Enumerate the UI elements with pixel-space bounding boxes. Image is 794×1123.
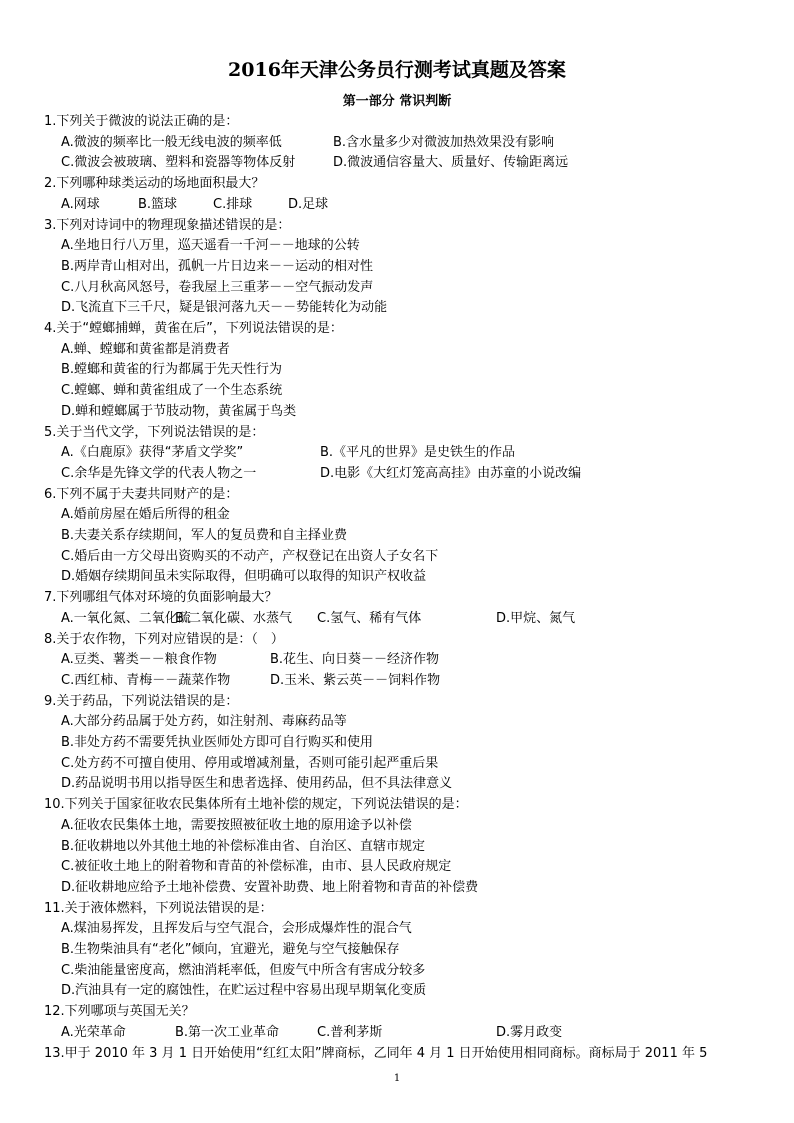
answer-option: B.含水量多少对微波加热效果没有影响 <box>333 134 555 150</box>
answer-option: A.微波的频率比一般无线电波的频率低 <box>61 134 282 150</box>
question-stem: 4.关于“螳螂捕蝉，黄雀在后”，下列说法错误的是： <box>44 321 343 336</box>
answer-option: D.电影《大红灯笼高高挂》由苏童的小说改编 <box>320 465 582 481</box>
page-number: 1 <box>393 1073 401 1084</box>
answer-option: D.玉米、紫云英－－饲料作物 <box>270 672 441 688</box>
answer-option: A.光荣革命 <box>61 1024 126 1040</box>
answer-option: B.夫妻关系存续期间，军人的复员费和自主择业费 <box>61 528 348 543</box>
question-stem: 8.关于农作物，下列对应错误的是：（ ） <box>44 631 284 647</box>
answer-option: B.非处方药不需要凭执业医师处方即可自行购买和使用 <box>61 735 374 750</box>
section-heading: 第一部分 常识判断 <box>342 94 452 109</box>
answer-option: C.西红柿、青梅－－蔬菜作物 <box>61 672 231 688</box>
answer-option: B.螳螂和黄雀的行为都属于先天性行为 <box>61 362 283 378</box>
answer-option: D.蝉和螳螂属于节肢动物，黄雀属于鸟类 <box>61 403 297 419</box>
answer-option: A.大部分药品属于处方药，如注射剂、毒麻药品等 <box>61 714 347 730</box>
question-stem: 3.下列对诗词中的物理现象描述错误的是： <box>44 217 291 233</box>
question-stem: 7.下列哪组气体对环境的负面影响最大？ <box>44 590 278 606</box>
question-stem: 2.下列哪种球类运动的场地面积最大？ <box>44 176 265 192</box>
answer-option: D.微波通信容量大、质量好、传输距离远 <box>333 155 569 171</box>
answer-option: C.柴油能量密度高，燃油消耗率低，但废气中所含有害成分较多 <box>61 962 426 978</box>
answer-option: C.婚后由一方父母出资购买的不动产，产权登记在出资人子女名下 <box>61 548 439 564</box>
page-title: 2016年天津公务员行测考试真题及答案 <box>228 59 566 81</box>
answer-option: B.花生、向日葵－－经济作物 <box>270 652 440 668</box>
question-stem: 1.下列关于微波的说法正确的是： <box>44 114 239 129</box>
answer-option: D.飞流直下三千尺，疑是银河落九天－－势能转化为动能 <box>61 300 388 316</box>
answer-option: C.处方药不可擅自使用、停用或增减剂量，否则可能引起严重后果 <box>61 755 439 771</box>
answer-option: C.螳螂、蝉和黄雀组成了一个生态系统 <box>61 383 283 399</box>
answer-option: A.煤油易挥发，且挥发后与空气混合，会形成爆炸性的混合气 <box>61 921 412 937</box>
answer-option: C.余华是先锋文学的代表人物之一 <box>61 465 257 481</box>
question-stem: 5.关于当代文学，下列说法错误的是： <box>44 424 265 440</box>
answer-option: A.网球 <box>61 196 100 212</box>
answer-option: C.排球 <box>213 196 253 212</box>
answer-option: D.雾月政变 <box>496 1024 563 1040</box>
answer-option: B.二氧化碳、水蒸气 <box>175 610 293 626</box>
answer-option: C.普利茅斯 <box>317 1024 383 1040</box>
answer-option: C.氢气、稀有气体 <box>317 610 422 626</box>
question-stem: 10.下列关于国家征收农民集体所有土地补偿的规定，下列说法错误的是： <box>44 797 468 813</box>
answer-option: A.坐地日行八万里，巡天遥看一千河－－地球的公转 <box>61 238 360 254</box>
question-stem: 11.关于液体燃料，下列说法错误的是： <box>44 900 273 916</box>
question-stem: 9.关于药品，下列说法错误的是： <box>44 693 239 709</box>
answer-option: A.婚前房屋在婚后所得的租金 <box>61 507 230 523</box>
answer-option: B.第一次工业革命 <box>175 1024 280 1040</box>
answer-option: D.足球 <box>288 196 329 212</box>
answer-option: C.被征收土地上的附着物和青苗的补偿标准，由市、县人民政府规定 <box>61 859 452 875</box>
answer-option: D.婚姻存续期间虽未实际取得，但明确可以取得的知识产权收益 <box>61 569 427 585</box>
answer-option: B.征收耕地以外其他土地的补偿标准由省、自治区、直辖市规定 <box>61 838 426 854</box>
answer-option: C.微波会被玻璃、塑料和瓷器等物体反射 <box>61 155 296 171</box>
answer-option: A.《白鹿原》获得“茅盾文学奖” <box>61 445 244 461</box>
answer-option: B.《平凡的世界》是史铁生的作品 <box>320 445 516 461</box>
answer-option: A.蝉、螳螂和黄雀都是消费者 <box>61 341 230 357</box>
answer-option: B.生物柴油具有“老化”倾向，宜避光，避免与空气接触保存 <box>61 942 400 957</box>
answer-option: A.征收农民集体土地，需要按照被征收土地的原用途予以补偿 <box>61 817 412 833</box>
answer-option: B.篮球 <box>138 196 178 212</box>
question-stem: 6.下列不属于夫妻共同财产的是： <box>44 486 239 502</box>
answer-option: A.豆类、薯类－－粮食作物 <box>61 652 217 668</box>
answer-option: C.八月秋高风怒号，卷我屋上三重茅－－空气振动发声 <box>61 279 374 295</box>
answer-option: D.甲烷、氮气 <box>496 610 576 626</box>
answer-option: D.征收耕地应给予土地补偿费、安置补助费、地上附着物和青苗的补偿费 <box>61 879 479 895</box>
question-stem: 12.下列哪项与英国无关？ <box>44 1004 195 1020</box>
answer-option: D.汽油具有一定的腐蚀性，在贮运过程中容易出现早期氧化变质 <box>61 983 427 999</box>
answer-option: A.一氧化氮、二氧化硫 <box>61 610 191 626</box>
answer-option: B.两岸青山相对出，孤帆一片日边来－－运动的相对性 <box>61 258 374 274</box>
answer-option: D.药品说明书用以指导医生和患者选择、使用药品，但不具法律意义 <box>61 776 453 792</box>
question-stem: 13.甲于 2010 年 3 月 1 日开始使用“红红太阳”牌商标，乙同年 4 月 1 日开始使用相同商标。商标局于 2011 年 5 <box>44 1045 708 1061</box>
